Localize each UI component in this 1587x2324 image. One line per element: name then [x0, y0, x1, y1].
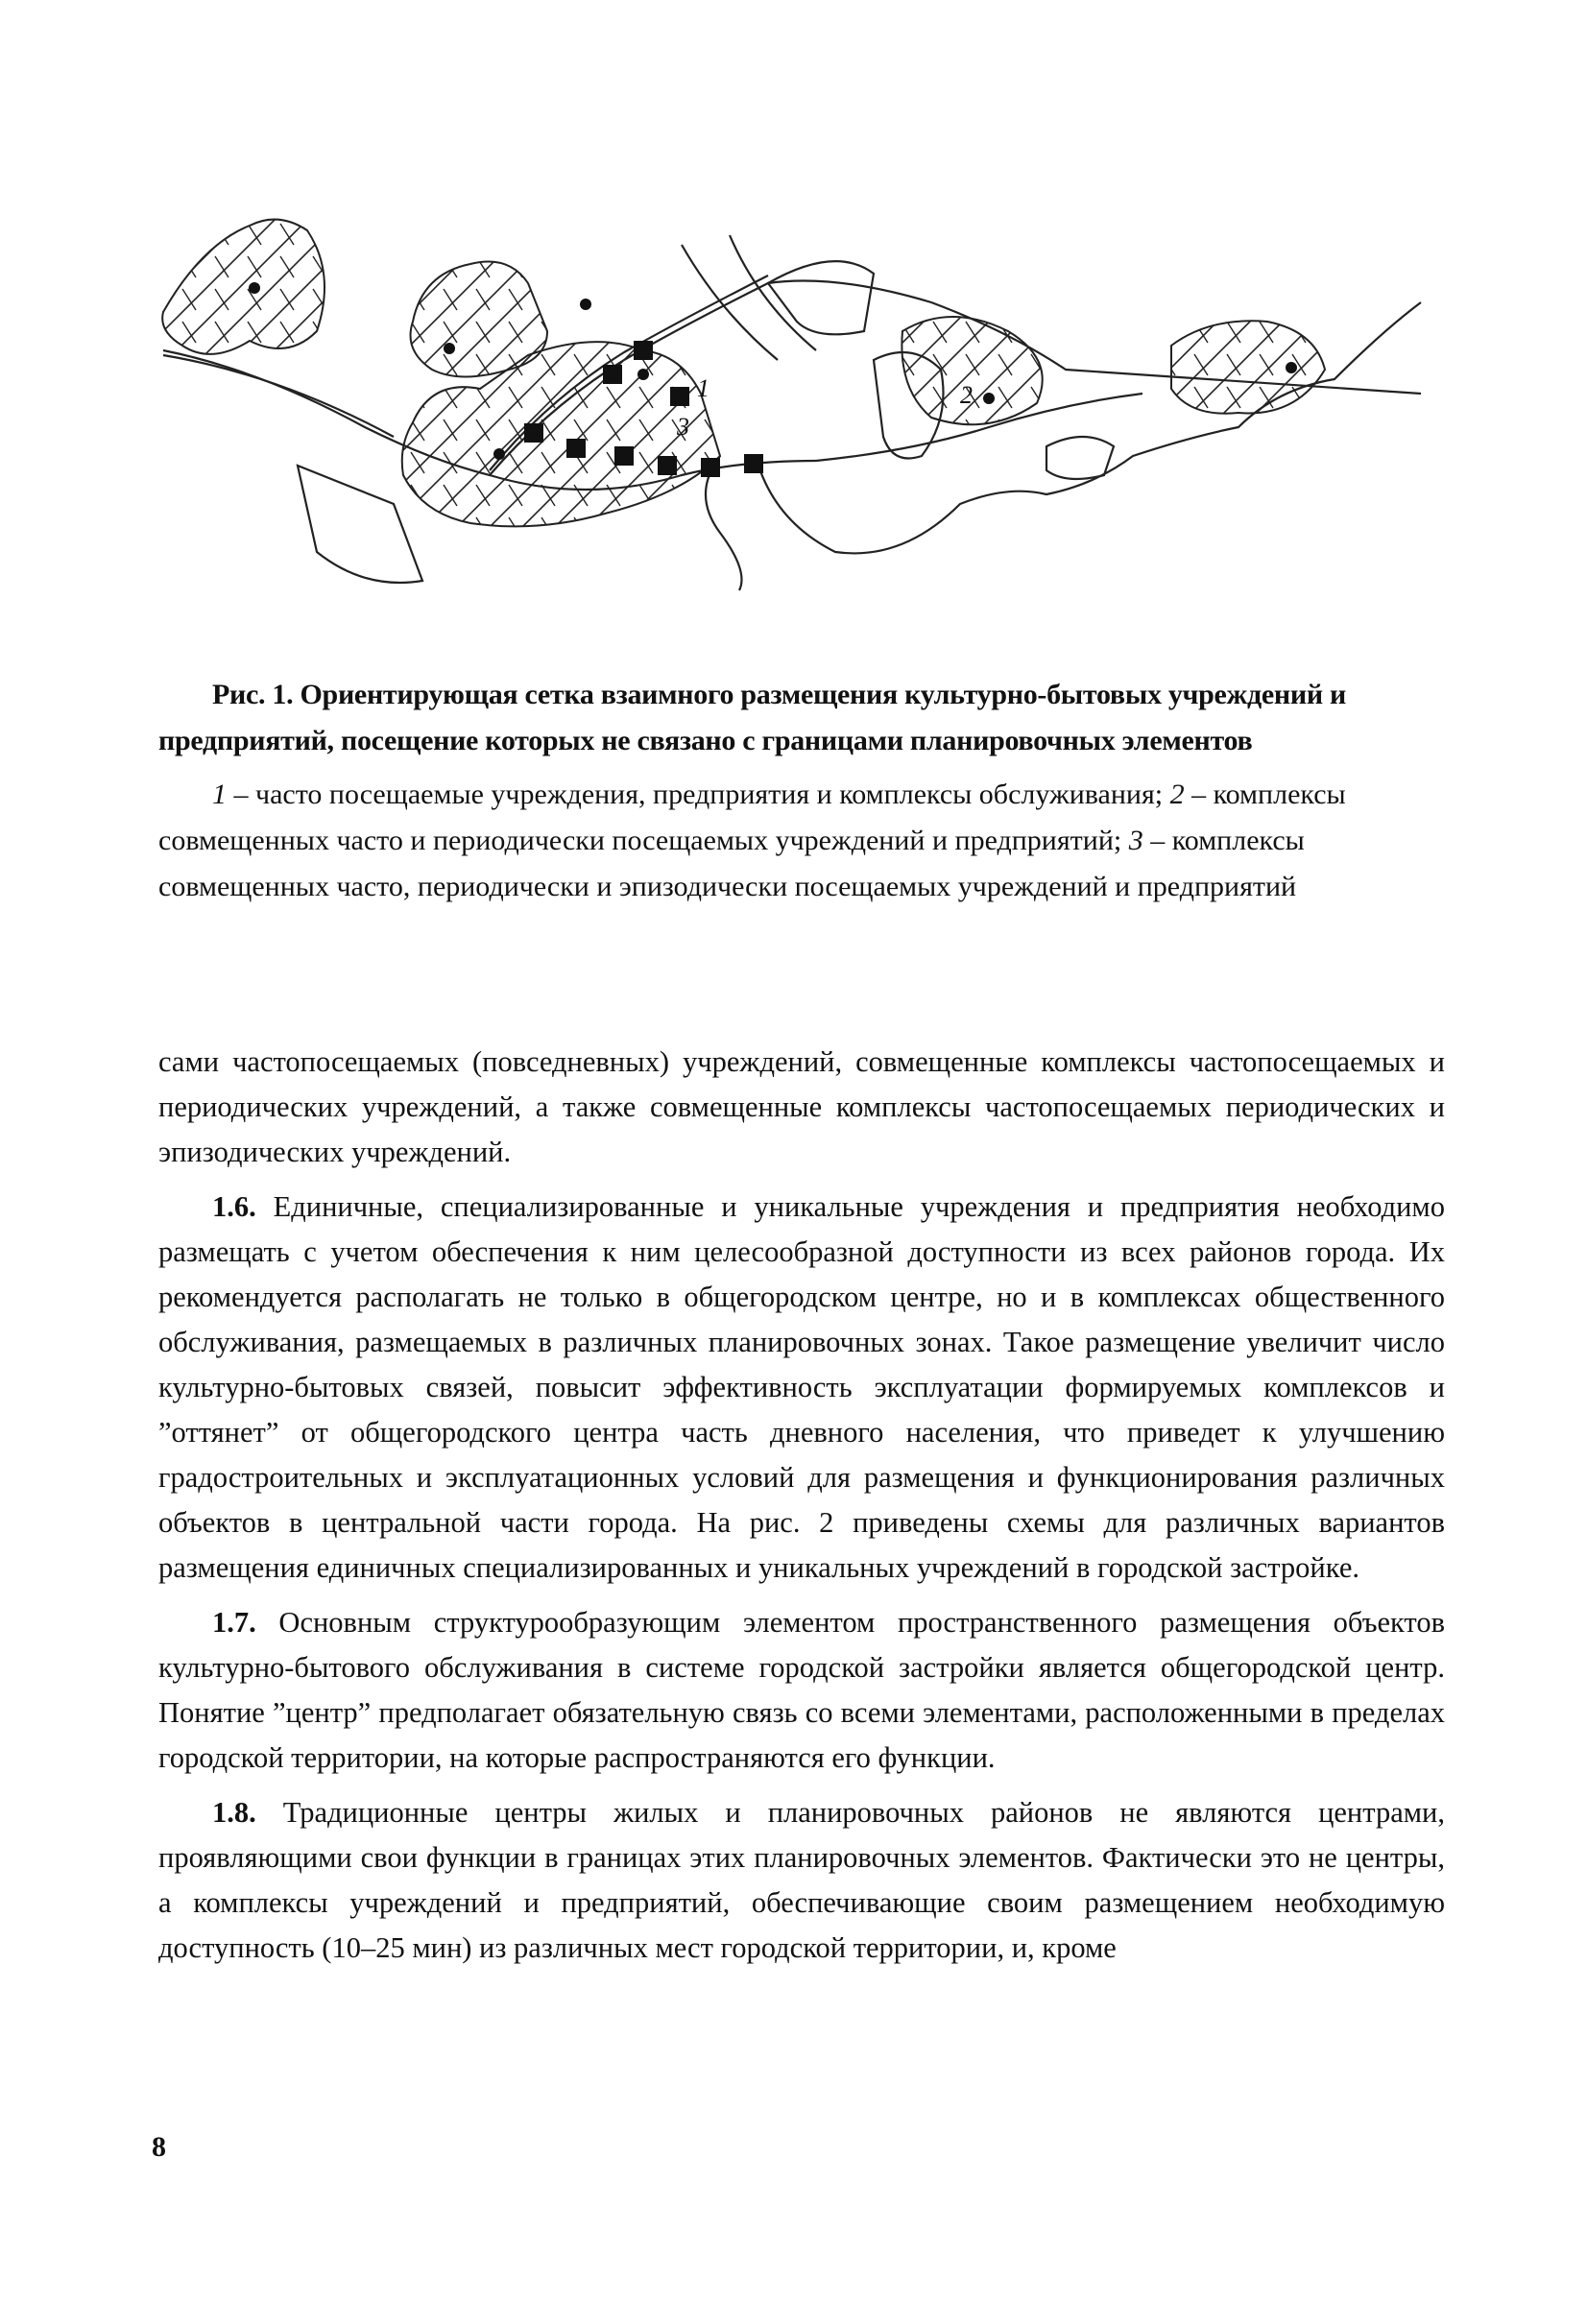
- city-layout-figure: [144, 187, 1440, 619]
- legend-text: – часто посещаемые учреждения, предприятия и комплексы обслуживания;: [227, 779, 1170, 810]
- frequent-facility-marker: [658, 456, 677, 475]
- legend-text: – комплексы совмещенных часто, периодически и эпизодически посещаемых учреждений и предприятий: [158, 825, 1305, 902]
- periodic-facility-marker: [637, 369, 649, 380]
- periodic-facility-marker: [580, 299, 591, 310]
- legend-number: 2: [1169, 779, 1185, 810]
- figure-label-2: 2: [960, 381, 973, 409]
- hatched-zone-west: [162, 220, 325, 354]
- figure-caption: [158, 672, 1445, 910]
- figure-label-3: 3: [677, 413, 689, 441]
- periodic-facility-marker: [983, 393, 995, 404]
- frequent-facility-marker: [701, 458, 720, 477]
- frequent-facility-marker: [634, 341, 653, 360]
- periodic-facility-marker: [444, 343, 455, 354]
- periodic-facility-marker: [493, 448, 505, 460]
- legend-number: 1: [212, 779, 227, 810]
- paragraph-text: Единичные, специализированные и уникальные учреждения и предприятия необходимо размещать с учетом обеспечения к ним целесообразной доступности из всех районов города. Их рекомендуется располагать не только в общегородском центре, но и в комплексах общественного обслуживания, размещаемых в различных планировочных зонах. Такое размещение увеличит число культурно-бытовых связей, повысит эффективность эксплуатации формируемых комплексов и ”оттянет” от общегородского центра часть дневного населения, что приведет к улучшению градостроительных и эксплуатационных условий для размещения и функционирования различных объектов в центральной части города. На рис. 2 приведены схемы для различных вариантов размещения единичных специализированных и уникальных учреждений в городской застройке.: [158, 1190, 1445, 1584]
- industrial-block-north: [768, 261, 874, 334]
- paragraph-number: 1.6.: [212, 1190, 256, 1223]
- paragraph-1-7: [158, 1600, 1445, 1781]
- hatched-zone-east: [1171, 321, 1325, 413]
- caption-title: Рис. 1. Ориентирующая сетка взаимного размещения культурно-бытовых учреждений и предприятий, посещение которых не связано с границами планировочных элементов: [158, 679, 1347, 756]
- industrial-block-west: [298, 466, 422, 583]
- frequent-facility-marker: [603, 365, 622, 384]
- legend-number: 3: [1128, 825, 1143, 856]
- road-diagonal: [682, 235, 816, 360]
- paragraph-continued: сами частопосещаемых (повседневных) учреждений, совмещенные комплексы частопосещаемых и периодических учреждений, а также совмещенные комплексы частопосещаемых периодических и эпизодических учреждений.: [158, 1045, 1445, 1168]
- caption-legend: [158, 772, 1445, 910]
- paragraph-1-6: [158, 1185, 1445, 1591]
- frequent-facility-marker: [670, 387, 689, 406]
- paragraph-text: Традиционные центры жилых и планировочных районов не являются центрами, проявляющими свои функции в границах этих планировочных элементов. Фактически это не центры, а комплексы учреждений и предприятий, обеспечивающие своим размещением необходимую доступность (10–25 мин) из различных мест городской территории, и, кроме: [158, 1796, 1445, 1964]
- frequent-facility-marker: [614, 446, 634, 466]
- page-number: 8: [152, 2131, 166, 2163]
- industrial-block-east: [1046, 437, 1114, 479]
- frequent-facility-marker: [566, 439, 586, 458]
- figure-label-1: 1: [697, 374, 709, 402]
- legend-text: – комплексы совмещенных часто и периодически посещаемых учреждений и предприятий;: [158, 779, 1346, 856]
- paragraph-text: Основным структурообразующим элементом пространственного размещения объектов культурно-бытового обслуживания в системе городской застройки является общегородской центр. Понятие ”центр” предполагает обязательную связь со всеми элементами, расположенными в пределах городской территории, на которые распространяются его функции.: [158, 1606, 1445, 1774]
- frequent-facility-marker: [524, 423, 543, 443]
- periodic-facility-marker: [1286, 362, 1297, 373]
- body-text: [158, 1040, 1445, 1980]
- frequent-facility-marker: [744, 454, 763, 473]
- paragraph-number: 1.7.: [212, 1606, 256, 1639]
- paragraph-number: 1.8.: [212, 1796, 256, 1829]
- periodic-facility-marker: [249, 282, 260, 294]
- paragraph-1-8: [158, 1790, 1445, 1971]
